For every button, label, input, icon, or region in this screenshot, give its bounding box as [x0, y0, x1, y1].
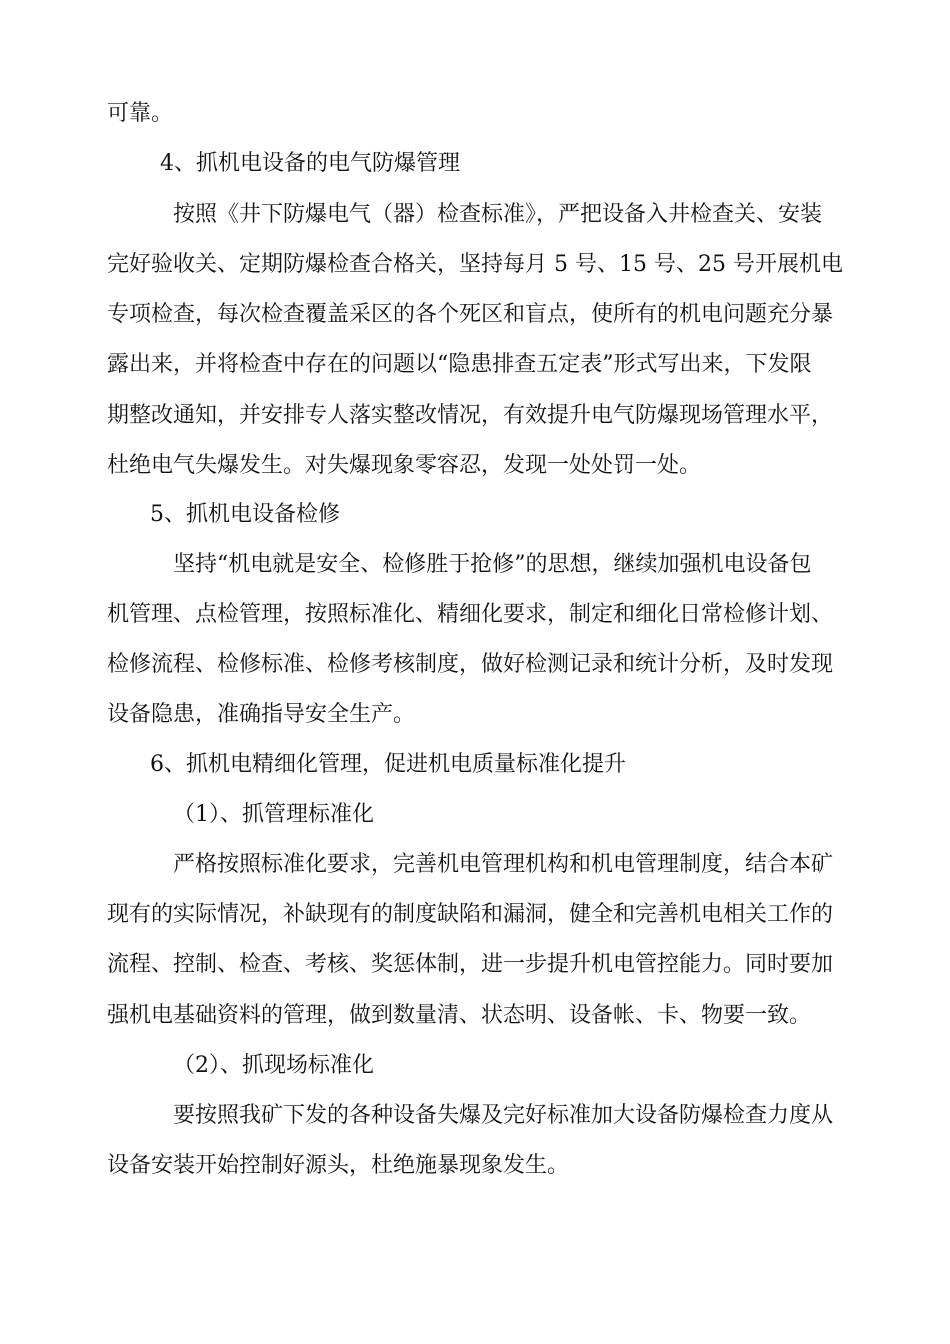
- text-line: 可靠。: [107, 101, 174, 126]
- paragraph-line: 要按照我矿下发的各种设备失爆及完好标准加大设备防爆检查力度从: [173, 1103, 834, 1128]
- paragraph-line: 坚持“机电就是安全、检修胜于抢修”的思想，继续加强机电设备包: [173, 552, 812, 577]
- paragraph-line: 设备安装开始控制好源头，杜绝施暴现象发生。: [107, 1153, 570, 1178]
- paragraph-line: 设备隐患，准确指导安全生产。: [107, 702, 416, 727]
- paragraph-line: 完好验收关、定期防爆检查合格关，坚持每月 5 号、15 号、25 号开展机电: [107, 252, 843, 277]
- paragraph-line: 露出来，并将检查中存在的问题以“隐患排查五定表”形式写出来，下发限: [107, 352, 812, 377]
- subsection-heading-2: （2）、抓现场标准化: [173, 1053, 374, 1078]
- paragraph-line: 专项检查，每次检查覆盖采区的各个死区和盲点，使所有的机电问题充分暴: [107, 302, 834, 327]
- paragraph-line: 杜绝电气失爆发生。对失爆现象零容忍，发现一处处罚一处。: [107, 453, 702, 478]
- section-heading-6: 6、抓机电精细化管理，促进机电质量标准化提升: [150, 752, 626, 777]
- paragraph-line: 强机电基础资料的管理，做到数量清、状态明、设备帐、卡、物要一致。: [107, 1003, 812, 1028]
- paragraph-line: 流程、控制、检查、考核、奖惩体制，进一步提升机电管控能力。同时要加: [107, 952, 834, 977]
- paragraph-line: 期整改通知，并安排专人落实整改情况，有效提升电气防爆现场管理水平，: [107, 403, 834, 428]
- section-heading-4: 4、抓机电设备的电气防爆管理: [160, 151, 460, 176]
- paragraph-line: 严格按照标准化要求，完善机电管理机构和机电管理制度，结合本矿: [173, 852, 834, 877]
- paragraph-line: 按照《井下防爆电气（器）检查标准》，严把设备入井检查关、安装: [173, 202, 823, 227]
- paragraph-line: 检修流程、检修标准、检修考核制度，做好检测记录和统计分析，及时发现: [107, 652, 834, 677]
- paragraph-line: 机管理、点检管理，按照标准化、精细化要求，制定和细化日常检修计划、: [107, 602, 834, 627]
- section-heading-5: 5、抓机电设备检修: [150, 502, 340, 527]
- subsection-heading-1: （1）、抓管理标准化: [173, 802, 374, 827]
- paragraph-line: 现有的实际情况，补缺现有的制度缺陷和漏洞，健全和完善机电相关工作的: [107, 902, 834, 927]
